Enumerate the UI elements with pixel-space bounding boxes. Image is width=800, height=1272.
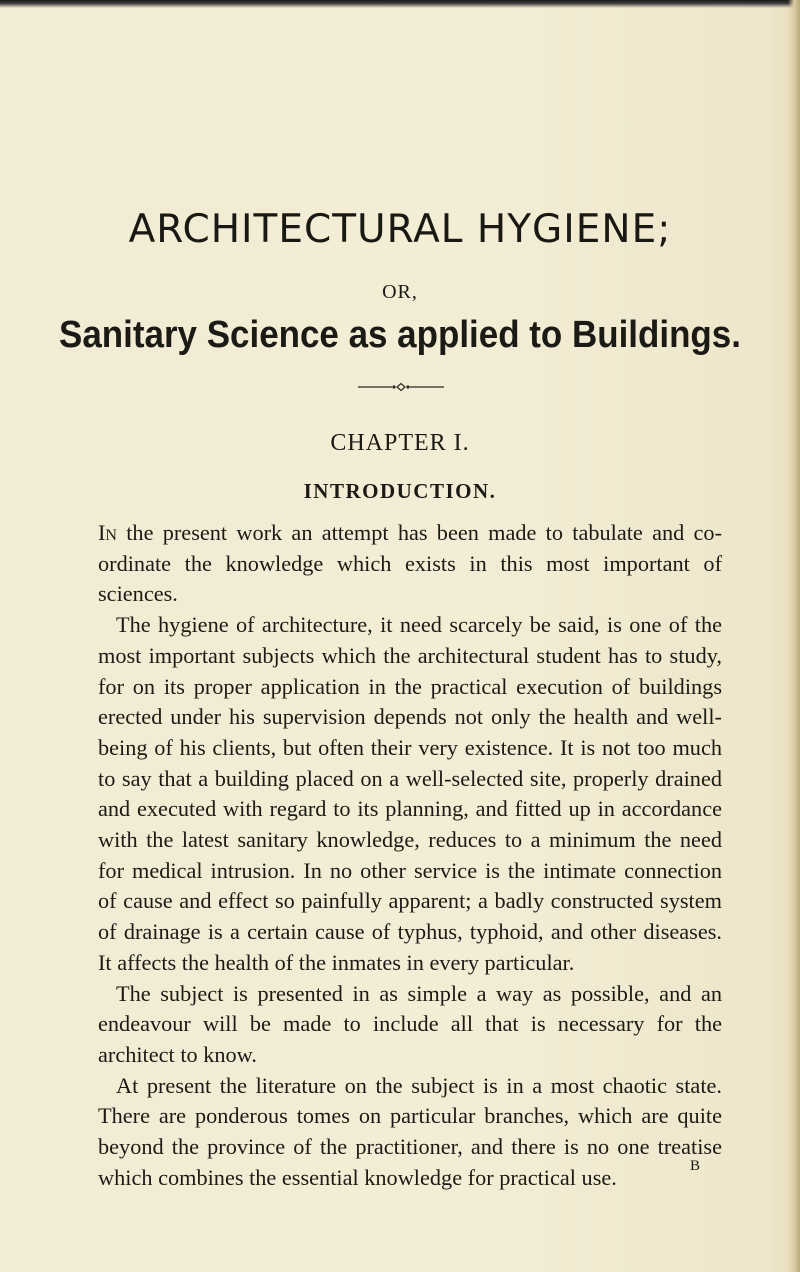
paragraph-1-text: the present work an attempt has been made to tabulate and co-ordinate the knowledge which exists in this most important of sciences. <box>98 520 722 607</box>
paragraph-3: The subject is presented in as simple a way as possible, and an endeavour will be made to include all that is necessary for the architect to know. <box>98 980 722 1067</box>
paragraph-4: At present the literature on the subject is in a most chaotic state. There are ponderous tomes on particular branches, which are quite beyond the province of the practitioner, and there is no one treatise which combines the essential knowledge for practical use. <box>98 1072 722 1190</box>
paragraph-1 <box>98 518 722 610</box>
signature-mark: B <box>690 1158 701 1174</box>
paragraph-2: The hygiene of architecture, it need scarcely be said, is one of the most important subjects which the architectural student has to study, for on its proper application in the practical execution of buildings erected under his supervision depends not only the health and well-being of his clients, but often their very existence. It is not too much to say that a building placed on a well-selected site, properly drained and executed with regard to its planning, and fitted up in accordance with the latest sanitary knowledge, reduces to a minimum the need for medical intrusion. In no other service is the intimate connection of cause and effect so painfully apparent; a badly constructed system of drainage is a certain cause of typhus, typhoid, and other diseases. It affects the health of the inmates in every particular. <box>98 612 722 975</box>
book-title: ARCHITECTURAL HYGIENE; <box>128 207 672 252</box>
chapter-label: CHAPTER I. <box>330 430 470 456</box>
paragraph-lead-word: In <box>98 520 117 545</box>
ornamental-divider-icon <box>358 381 444 393</box>
chapter-heading: INTRODUCTION. <box>303 479 497 503</box>
book-subtitle: Sanitary Science as applied to Buildings. <box>59 314 741 356</box>
page-top-edge <box>0 0 800 8</box>
page-right-edge <box>788 0 800 1272</box>
body-text <box>98 518 722 1193</box>
title-conjunction: OR, <box>382 281 418 303</box>
